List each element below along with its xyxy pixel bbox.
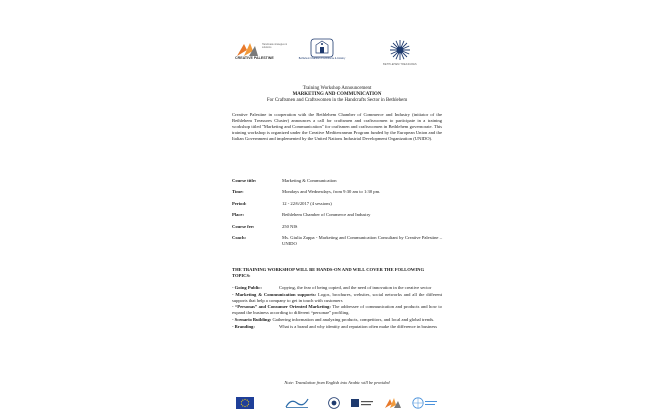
detail-value: 250 NIS — [282, 223, 298, 229]
topics-list — [232, 285, 442, 330]
topic-label: - Scenario Building: — [232, 316, 272, 322]
detail-value: Mondays and Wednesdays, from 9:30 am to 1:30 pm. — [282, 189, 381, 195]
topic-item-marketing-supports — [232, 292, 442, 304]
topic-label: - Marketing & Communication supports: — [232, 291, 317, 297]
topic-text: Logos, brochures, websites, social networks and all the different supports that help a company to get in touch with customers — [232, 291, 443, 303]
un-emblem-icon — [412, 397, 438, 409]
topics-heading: THE TRAINING WORKSHOP WILL BE HANDS-ON AND WILL COVER THE FOLLOWING TOPICS: — [232, 267, 425, 278]
detail-label: Period: — [232, 200, 247, 206]
bcci-name: Bethlehem Chamber of Commerce & Industry — [298, 58, 346, 60]
bcci-emblem-icon — [296, 38, 348, 58]
topic-text: Copying, the fear of being copied, and the need of innovation in the creative sector — [279, 285, 432, 290]
detail-label: Place: — [232, 212, 244, 218]
announcement-subtitle: For Craftsmen and Craftswomen in the Handcrafts Sector in Bethlehem — [266, 98, 408, 103]
detail-row-time — [232, 189, 442, 195]
course-details — [232, 178, 442, 252]
creative-palestine-logo — [235, 41, 289, 65]
bethlehem-treasures-logo — [382, 38, 418, 70]
topic-text: What is a brand and why identity and reputation often make the difference in business — [279, 323, 438, 329]
round-emblem-icon — [328, 397, 340, 409]
topic-item-branding — [232, 324, 442, 330]
detail-value: 12 - 22/6/2017 (4 sessions) — [282, 200, 332, 206]
announcement-title: MARKETING AND COMMUNICATION — [292, 92, 382, 97]
detail-label: Course title: — [232, 178, 257, 183]
intro-paragraph: Creative Palestine in cooperation with the Bethlehem Chamber of Commerce and Industry (initiator of the Bethlehem Treasures Cluster) announces a call for craftsmen and craftswomen to participate in a training workshop titled "Marketing and Communication" for craftsmen and craftswomen in Bethlehem governorate. This training workshop is organized under the Creative Mediterranean Program funded by the European Union and the Italian Government and implemented by the United Nations Industrial Development Organization (UNIDO). — [232, 112, 442, 142]
eu-flag-icon — [236, 397, 254, 409]
topic-label: - Going Public: — [232, 285, 262, 290]
announcement-heading — [224, 86, 450, 104]
creative-palestine-mark-icon — [235, 41, 259, 57]
header-logos — [224, 38, 450, 70]
topic-item-personas — [232, 304, 442, 316]
detail-label: Time: — [232, 189, 244, 195]
detail-value: Bethlehem Chamber of Commerce and Industry — [282, 212, 371, 218]
footer-logos — [232, 396, 442, 410]
detail-label: Coach: — [232, 234, 247, 240]
detail-row-coach — [232, 235, 442, 247]
creative-palestine-tagline: Handmade strategies & solutions — [262, 43, 287, 49]
topic-text: Gathering information and analyzing products, competitors, and local and global trends. — [271, 316, 435, 322]
creative-palestine-footer-icon — [384, 397, 402, 409]
topic-text: The addressee of communication and products and how to expand the business according to different “personae” profiling. — [232, 304, 442, 316]
creative-palestine-name: CREATIVE PALESTINE — [235, 56, 274, 60]
translation-note: Note: Translation from English into Arabic will be provided — [284, 380, 390, 385]
topic-item-scenario-building — [232, 317, 442, 323]
announcement-line-1: Training Workshop Announcement — [302, 86, 372, 91]
detail-row-course-title — [232, 178, 442, 184]
detail-row-course-fee — [232, 224, 442, 230]
topic-label: - “Personas” and Consumer Oriented Marketing: — [232, 304, 331, 310]
topic-item-going-public — [232, 285, 442, 291]
bcci-logo — [296, 38, 348, 70]
bethlehem-treasures-name: BETHLEHEM TREASURES — [383, 63, 417, 66]
detail-row-place — [232, 212, 442, 218]
cooperation-logo-icon — [284, 397, 310, 409]
detail-value: Ms. Giulia Zappa - Marketing and Communication Consultant by Creative Palestine – UNIDO — [282, 234, 442, 246]
star-emblem-icon — [382, 38, 418, 62]
small-logo-icon — [350, 397, 374, 409]
topic-label: - Branding: — [232, 323, 255, 329]
detail-value: Marketing & Communication — [282, 178, 337, 183]
detail-label: Course fee: — [232, 223, 255, 229]
document-page — [224, 0, 450, 420]
detail-row-period — [232, 201, 442, 207]
